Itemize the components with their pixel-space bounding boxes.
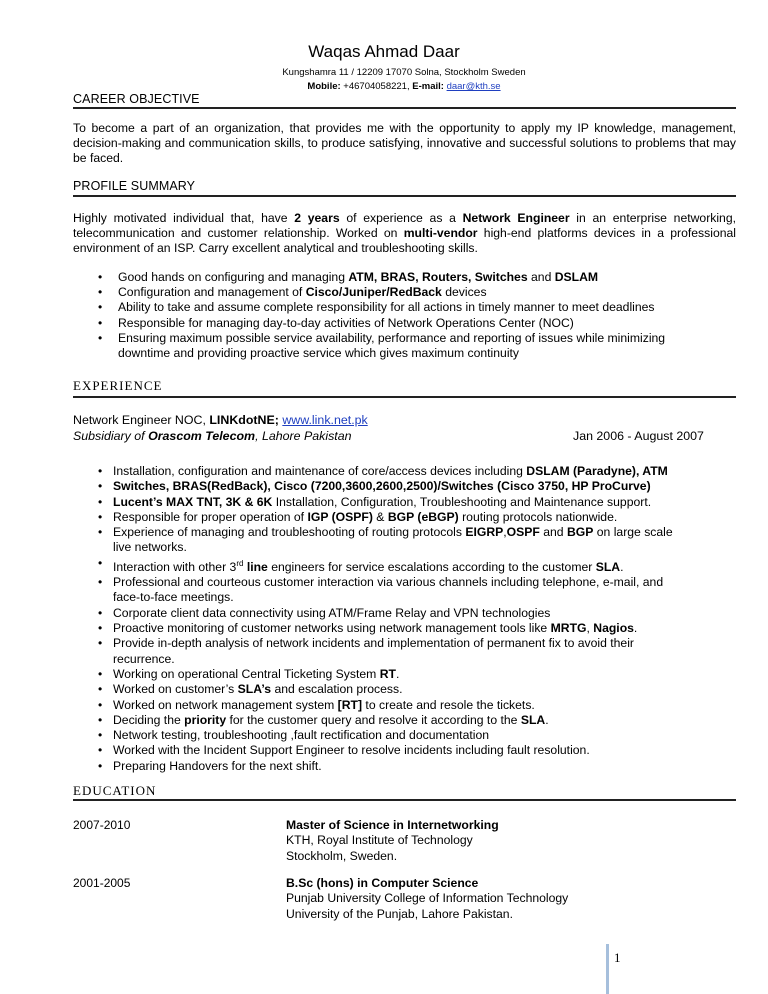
section-divider — [73, 195, 736, 197]
list-item: • Proactive monitoring of customer networks using network management tools like MRTG, Nagios. — [73, 621, 713, 636]
education-entry — [286, 876, 568, 922]
institution: Punjab University College of Information Technology — [286, 891, 569, 906]
list-item: • Ability to take and assume complete responsibility for all actions in timely manner to meet deadlines — [73, 300, 713, 315]
address: Kungshamra 11 / 12209 17070 Solna, Stockholm Sweden — [282, 67, 526, 78]
degree-title: B.Sc (hons) in Computer Science — [286, 876, 479, 890]
list-item: • Professional and courteous customer interaction via various channels including telephone, e-mail, and face-to-face meetings. — [73, 575, 713, 606]
list-item: • Configuration and management of Cisco/Juniper/RedBack devices — [73, 285, 713, 300]
list-item: • Responsible for proper operation of IGP (OSPF) & BGP (eBGP) routing protocols nationwide. — [73, 510, 713, 525]
list-item: • Provide in-depth analysis of network incidents and implementation of permanent fix to avoid their recurrence. — [73, 636, 713, 667]
institution: KTH, Royal Institute of Technology — [286, 833, 473, 848]
degree-title: Master of Science in Internetworking — [286, 818, 499, 832]
list-item: • Good hands on configuring and managing ATM, BRAS, Routers, Switches and DSLAM — [73, 270, 713, 285]
page-number: 1 — [614, 950, 621, 965]
employment-dates: Jan 2006 - August 2007 — [573, 429, 704, 443]
list-item: • Responsible for managing day-to-day activities of Network Operations Center (NOC) — [73, 316, 713, 331]
list-item: • Interaction with other 3rd line engineers for service escalations according to the customer SLA. — [73, 556, 713, 575]
education-years: 2007-2010 — [73, 818, 131, 832]
education-years: 2001-2005 — [73, 876, 131, 890]
profile-summary-text: Highly motivated individual that, have 2 years of experience as a Network Engineer in an enterprise networking, telecommunication and customer relationship. Worked on multi-vendor high-end platforms devices in a professional environment of an ISP. Carry excellent analytical and troubleshooting skills. — [73, 211, 736, 256]
company-name: LINKdotNE; — [209, 413, 279, 427]
section-divider — [73, 107, 736, 109]
parent-company: Orascom Telecom — [148, 429, 256, 443]
company-website-link[interactable]: www.link.net.pk — [282, 413, 368, 427]
section-divider — [73, 396, 736, 398]
institution-location: University of the Punjab, Lahore Pakistan. — [286, 906, 513, 921]
education-heading: EDUCATION — [73, 783, 157, 798]
list-item: • Experience of managing and troubleshooting of routing protocols EIGRP,OSPF and BGP on large scale live networks. — [73, 525, 713, 556]
list-item: • Worked on customer’s SLA’s and escalation process. — [73, 682, 713, 697]
list-item: • Lucent’s MAX TNT, 3K & 6K Installation, Configuration, Troubleshooting and Maintenance support. — [73, 495, 713, 510]
career-objective-text: To become a part of an organization, that provides me with the opportunity to apply my IP knowledge, management, decision-making and communication skills, to produce satisfying, innovative and successful solutions to problems that may be faced. — [73, 121, 736, 166]
mobile-label: Mobile: — [307, 81, 341, 92]
experience-heading: EXPERIENCE — [73, 378, 163, 393]
candidate-name: Waqas Ahmad Daar — [308, 42, 460, 61]
institution-location: Stockholm, Sweden. — [286, 848, 398, 863]
experience-bullets — [73, 464, 713, 774]
career-objective-heading: CAREER OBJECTIVE — [73, 92, 200, 106]
list-item: • Corporate client data connectivity using ATM/Frame Relay and VPN technologies — [73, 606, 713, 621]
email-link[interactable]: daar@kth.se — [446, 81, 501, 92]
profile-summary-heading: PROFILE SUMMARY — [73, 179, 196, 193]
list-item: • Worked with the Incident Support Engineer to resolve incidents including fault resolution. — [73, 743, 713, 758]
list-item: • Ensuring maximum possible service availability, performance and reporting of issues while minimizing downtime and providing proactive service which gives maximum continuity — [73, 331, 713, 361]
list-item: • Deciding the priority for the customer query and resolve it according to the SLA. — [73, 713, 713, 728]
mobile-number: +46704058221, — [343, 81, 410, 92]
list-item: • Network testing, troubleshooting ,fault rectification and documentation — [73, 728, 713, 743]
contact-line — [0, 81, 768, 92]
section-divider — [73, 799, 736, 801]
list-item: • Working on operational Central Ticketing System RT. — [73, 667, 713, 682]
list-item: • Preparing Handovers for the next shift. — [73, 759, 713, 774]
education-entry — [286, 818, 499, 864]
list-item: • Worked on network management system [RT] to create and resole the tickets. — [73, 698, 713, 713]
job-title-line — [73, 413, 368, 427]
page-number-box — [606, 944, 739, 994]
email-label: E-mail: — [412, 81, 444, 92]
subsidiary-line: Subsidiary of Orascom Telecom, Lahore Pakistan — [73, 429, 352, 443]
list-item: • Switches, BRAS(RedBack), Cisco (7200,3600,2600,2500)/Switches (Cisco 3750, HP ProCurve) — [73, 479, 713, 494]
job-role: Network Engineer NOC, — [73, 413, 210, 427]
list-item: • Installation, configuration and maintenance of core/access devices including DSLAM (Paradyne), ATM — [73, 464, 713, 479]
profile-bullets — [73, 270, 713, 361]
